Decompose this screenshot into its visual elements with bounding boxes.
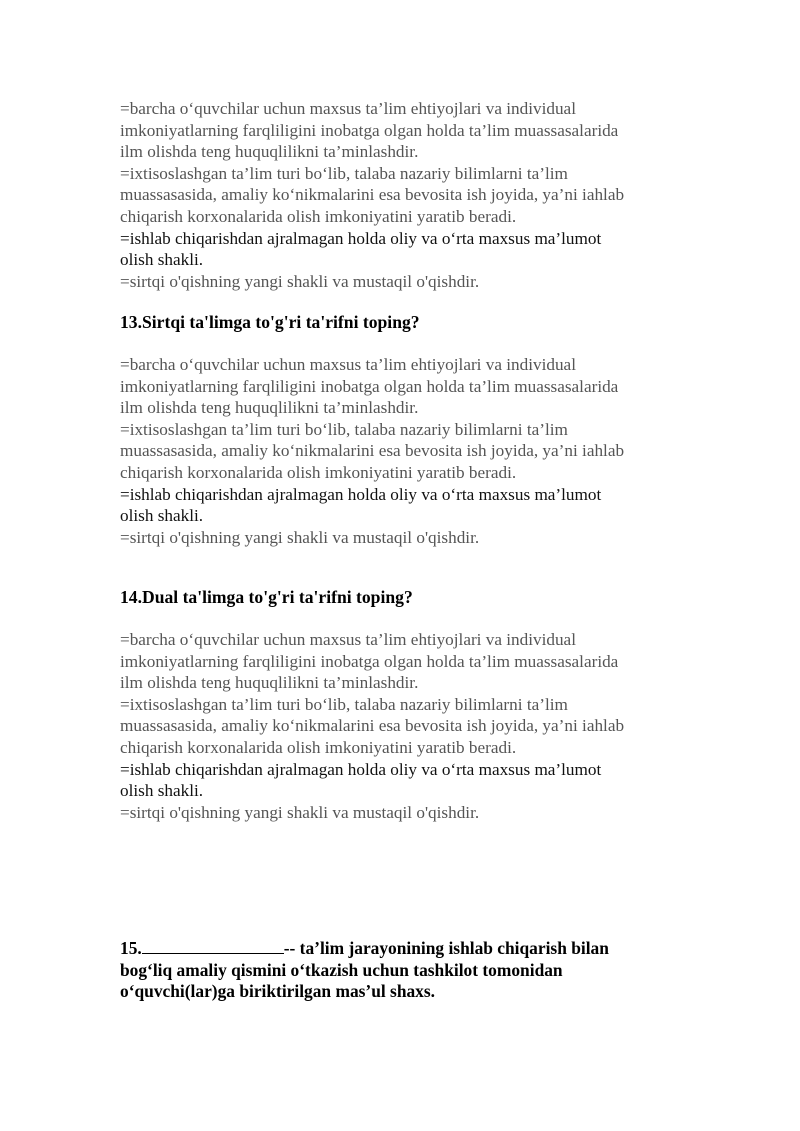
option-b-line-2: muassasasida, amaliy ko‘nikmalarini esa bevosita ish joyida, ya’ni iahlab	[120, 185, 625, 205]
option-c-line-1: =ishlab chiqarishdan ajralmagan holda oliy va o‘rta maxsus ma’lumot	[120, 484, 602, 504]
option-c-line-2: olish shakli.	[120, 506, 204, 526]
question-13-heading: 13.Sirtqi ta'limga to'g'ri ta'rifni toping?	[120, 312, 420, 332]
options-group-1	[120, 98, 700, 292]
question-15-line-2: bog‘liq amaliy qismini o‘tkazish uchun tashkilot tomonidan	[120, 959, 563, 980]
option-a-line-3: ilm olishda teng huquqlilikni ta’minlashdir.	[120, 142, 419, 162]
options-group-2	[120, 354, 700, 548]
option-c-line-2: olish shakli.	[120, 250, 204, 270]
question-15-number: 15.	[120, 938, 142, 958]
option-a-line-3: ilm olishda teng huquqlilikni ta’minlashdir.	[120, 398, 419, 418]
question-15	[120, 938, 680, 1003]
question-14-heading: 14.Dual ta'limga to'g'ri ta'rifni toping?	[120, 587, 413, 607]
option-b-line-1: =ixtisoslashgan ta’lim turi bo‘lib, talaba nazariy bilimlarni ta’lim	[120, 163, 568, 183]
question-15-text-1: -- ta’lim jarayonining ishlab chiqarish bilan	[283, 938, 609, 958]
option-d-line-1: =sirtqi o'qishning yangi shakli va mustaqil o'qishdir.	[120, 271, 480, 291]
option-d-line-1: =sirtqi o'qishning yangi shakli va mustaqil o'qishdir.	[120, 802, 480, 822]
option-b-line-1: =ixtisoslashgan ta’lim turi bo‘lib, talaba nazariy bilimlarni ta’lim	[120, 419, 568, 439]
fill-in-blank	[142, 938, 284, 954]
option-a-line-1: =barcha o‘quvchilar uchun maxsus ta’lim ehtiyojlari va individual	[120, 630, 576, 649]
options-group-3	[120, 629, 700, 823]
option-b-line-2: muassasasida, amaliy ko‘nikmalarini esa bevosita ish joyida, ya’ni iahlab	[120, 441, 625, 461]
option-a-line-1: =barcha o‘quvchilar uchun maxsus ta’lim ehtiyojlari va individual	[120, 355, 576, 374]
option-c-line-1: =ishlab chiqarishdan ajralmagan holda oliy va o‘rta maxsus ma’lumot	[120, 759, 602, 779]
option-b-line-1: =ixtisoslashgan ta’lim turi bo‘lib, talaba nazariy bilimlarni ta’lim	[120, 694, 568, 714]
option-a-line-1: =barcha o‘quvchilar uchun maxsus ta’lim ehtiyojlari va individual	[120, 99, 576, 118]
option-c-line-2: olish shakli.	[120, 781, 204, 801]
option-b-line-3: chiqarish korxonalarida olish imkoniyatini yaratib beradi.	[120, 462, 517, 482]
question-15-line-1	[120, 938, 680, 960]
option-b-line-3: chiqarish korxonalarida olish imkoniyatini yaratib beradi.	[120, 737, 517, 757]
option-a-line-2: imkoniyatlarning farqliligini inobatga olgan holda ta’lim muassasalarida	[120, 376, 619, 396]
option-a-line-3: ilm olishda teng huquqlilikni ta’minlashdir.	[120, 673, 419, 693]
option-b-line-2: muassasasida, amaliy ko‘nikmalarini esa bevosita ish joyida, ya’ni iahlab	[120, 716, 625, 736]
question-15-line-3: o‘quvchi(lar)ga biriktirilgan mas’ul shaxs.	[120, 981, 435, 1002]
option-a-line-2: imkoniyatlarning farqliligini inobatga olgan holda ta’lim muassasalarida	[120, 120, 619, 140]
option-c-line-1: =ishlab chiqarishdan ajralmagan holda oliy va o‘rta maxsus ma’lumot	[120, 228, 602, 248]
option-a-line-2: imkoniyatlarning farqliligini inobatga olgan holda ta’lim muassasalarida	[120, 651, 619, 671]
option-b-line-3: chiqarish korxonalarida olish imkoniyatini yaratib beradi.	[120, 206, 517, 226]
option-d-line-1: =sirtqi o'qishning yangi shakli va mustaqil o'qishdir.	[120, 527, 480, 547]
